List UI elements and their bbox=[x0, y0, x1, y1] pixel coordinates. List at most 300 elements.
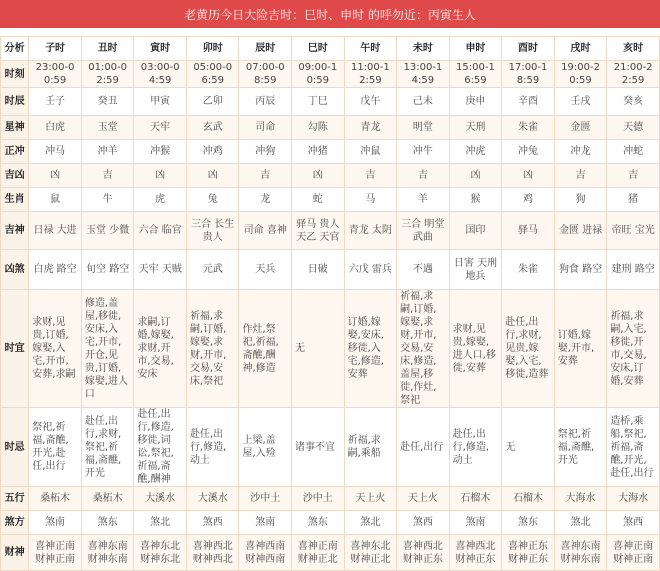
cell-text: 喜神正南 财神正北 bbox=[297, 540, 338, 565]
table-cell bbox=[239, 290, 292, 408]
cell-text: 喜神西北 财神正东 bbox=[455, 540, 496, 565]
cell-text: 无 bbox=[295, 343, 306, 354]
cell-text: 兔 bbox=[207, 194, 218, 205]
cell-text: 元武 bbox=[202, 264, 223, 275]
cell-text: 冲羊 bbox=[97, 146, 118, 157]
table-cell bbox=[607, 487, 660, 511]
table-row bbox=[1, 212, 660, 250]
cell-text: 大海水 bbox=[618, 493, 649, 504]
cell-text: 沙中土 bbox=[250, 493, 281, 504]
table-cell bbox=[29, 188, 82, 212]
table-cell bbox=[397, 487, 450, 511]
column-header: 申时 bbox=[449, 37, 502, 61]
cell-text: 喜神西北 财神正东 bbox=[402, 540, 443, 565]
cell-text: 帝旺 宝光 bbox=[611, 225, 655, 236]
table-cell bbox=[239, 250, 292, 290]
cell-text: 凶 bbox=[312, 170, 323, 181]
table-cell bbox=[292, 487, 345, 511]
cell-text: 煞东 bbox=[517, 517, 538, 528]
cell-text: 17:00-18:59 bbox=[508, 62, 548, 86]
table-cell bbox=[502, 164, 555, 188]
cell-text: 白虎 路空 bbox=[33, 264, 77, 275]
table-cell bbox=[449, 140, 502, 164]
row-header: 时忌 bbox=[1, 408, 29, 487]
cell-text: 玄武 bbox=[202, 122, 223, 133]
cell-text: 冲虎 bbox=[465, 146, 486, 157]
table-cell bbox=[554, 408, 607, 487]
table-cell bbox=[344, 164, 397, 188]
table-cell bbox=[81, 188, 134, 212]
table-cell bbox=[554, 164, 607, 188]
cell-text: 订婚,嫁娶,安床,移徙,入宅,修造,安葬 bbox=[347, 317, 384, 380]
table-cell bbox=[134, 408, 187, 487]
cell-text: 喜神东南 财神东南 bbox=[87, 540, 128, 565]
cell-text: 朱雀 bbox=[517, 122, 538, 133]
table-cell bbox=[397, 535, 450, 571]
cell-text: 蛇 bbox=[312, 194, 323, 205]
table-cell bbox=[186, 88, 239, 116]
table-cell bbox=[292, 188, 345, 212]
table-cell bbox=[397, 212, 450, 250]
cell-text: 大溪水 bbox=[197, 493, 228, 504]
table-cell bbox=[29, 164, 82, 188]
cell-text: 桑柘木 bbox=[92, 493, 123, 504]
cell-text: 天牢 bbox=[150, 122, 171, 133]
column-header: 寅时 bbox=[134, 37, 187, 61]
cell-text: 辛酉 bbox=[517, 96, 538, 107]
row-header: 五行 bbox=[1, 487, 29, 511]
table-cell bbox=[449, 116, 502, 140]
cell-text: 天刑 bbox=[465, 122, 486, 133]
row-header: 财神 bbox=[1, 535, 29, 571]
table-cell bbox=[292, 408, 345, 487]
cell-text: 吉 bbox=[260, 170, 271, 181]
cell-text: 吉 bbox=[365, 170, 376, 181]
table-cell bbox=[607, 116, 660, 140]
table-cell bbox=[134, 290, 187, 408]
cell-text: 甲寅 bbox=[150, 96, 171, 107]
table-cell bbox=[186, 290, 239, 408]
table-cell bbox=[186, 535, 239, 571]
cell-text: 诸事不宜 bbox=[295, 441, 336, 453]
cell-text: 驿马 贵人 天乙 天官 bbox=[296, 218, 340, 243]
cell-text: 乙卯 bbox=[202, 96, 223, 107]
row-header: 时辰 bbox=[1, 88, 29, 116]
cell-text: 冲兔 bbox=[517, 146, 538, 157]
table-cell bbox=[186, 188, 239, 212]
table-cell bbox=[81, 511, 134, 535]
cell-text: 龙 bbox=[260, 194, 271, 205]
table-cell bbox=[554, 511, 607, 535]
table-cell bbox=[502, 88, 555, 116]
table-cell bbox=[607, 290, 660, 408]
cell-text: 凶 bbox=[207, 170, 218, 181]
table-cell bbox=[134, 188, 187, 212]
table-cell bbox=[554, 61, 607, 88]
row-header: 生肖 bbox=[1, 188, 29, 212]
table-cell bbox=[607, 140, 660, 164]
cell-text: 求财,见贵,嫁娶,进人口,移徙,安葬 bbox=[452, 323, 496, 374]
table-cell bbox=[449, 487, 502, 511]
cell-text: 吉 bbox=[628, 170, 639, 181]
cell-text: 冲牛 bbox=[412, 146, 433, 157]
table-cell bbox=[81, 487, 134, 511]
table-cell bbox=[344, 188, 397, 212]
table-row bbox=[1, 250, 660, 290]
cell-text: 冲蛇 bbox=[623, 146, 644, 157]
column-header: 午时 bbox=[344, 37, 397, 61]
table-cell bbox=[397, 290, 450, 408]
table-cell bbox=[449, 250, 502, 290]
cell-text: 喜神西南 财神西南 bbox=[245, 540, 286, 565]
cell-text: 丁巳 bbox=[307, 96, 328, 107]
table-cell bbox=[449, 212, 502, 250]
cell-text: 沙中土 bbox=[302, 493, 333, 504]
cell-text: 鸡 bbox=[522, 194, 533, 205]
table-row bbox=[1, 61, 660, 88]
table-cell bbox=[292, 250, 345, 290]
cell-text: 赴任,出行,求财,祭祀,祈福,斋醮,开光 bbox=[84, 415, 122, 479]
table-cell bbox=[449, 188, 502, 212]
table-cell bbox=[397, 250, 450, 290]
cell-text: 21:00-22:59 bbox=[613, 62, 653, 86]
table-cell bbox=[81, 290, 134, 408]
cell-text: 大海水 bbox=[565, 493, 596, 504]
table-cell bbox=[607, 188, 660, 212]
cell-text: 牛 bbox=[102, 194, 113, 205]
table-cell bbox=[292, 61, 345, 88]
table-cell bbox=[397, 408, 450, 487]
cell-text: 冲龙 bbox=[570, 146, 591, 157]
table-cell bbox=[29, 535, 82, 571]
table-cell bbox=[29, 140, 82, 164]
cell-text: 六合 临官 bbox=[138, 225, 182, 236]
table-row bbox=[1, 290, 660, 408]
cell-text: 赴任,出行,求财,见贵,嫁娶,入宅,移徙,造葬 bbox=[505, 317, 549, 380]
table-cell bbox=[29, 212, 82, 250]
cell-text: 旬空 路空 bbox=[86, 264, 130, 275]
table-cell bbox=[239, 487, 292, 511]
table-cell bbox=[29, 116, 82, 140]
table-cell bbox=[29, 408, 82, 487]
table-cell bbox=[29, 88, 82, 116]
cell-text: 金匮 bbox=[570, 122, 591, 133]
table-cell bbox=[449, 61, 502, 88]
cell-text: 冲猴 bbox=[150, 146, 171, 157]
table-cell bbox=[292, 140, 345, 164]
table-cell bbox=[29, 250, 82, 290]
table-cell bbox=[344, 116, 397, 140]
cell-text: 冲狗 bbox=[255, 146, 276, 157]
cell-text: 羊 bbox=[417, 194, 428, 205]
cell-text: 日害 天刑 地兵 bbox=[453, 257, 498, 282]
cell-text: 求财,见贵,订婚,嫁娶,入宅,开市,安葬,求嗣 bbox=[32, 317, 76, 380]
table-cell bbox=[554, 290, 607, 408]
table-cell bbox=[344, 140, 397, 164]
table-cell bbox=[81, 164, 134, 188]
table-cell bbox=[344, 61, 397, 88]
table-cell bbox=[344, 511, 397, 535]
cell-text: 05:00-06:59 bbox=[193, 62, 233, 86]
cell-text: 不遇 bbox=[412, 264, 433, 275]
table-cell bbox=[29, 290, 82, 408]
table-cell bbox=[554, 140, 607, 164]
table-cell bbox=[239, 140, 292, 164]
cell-text: 癸亥 bbox=[623, 96, 644, 107]
cell-text: 吉 bbox=[417, 170, 428, 181]
cell-text: 天牢 天贼 bbox=[138, 264, 182, 275]
cell-text: 祈福,求嗣,订婚,嫁娶,求财,开市,交易,安床,修造,盖屋,移徙,作灶,祭祀 bbox=[400, 291, 437, 406]
column-header: 未时 bbox=[397, 37, 450, 61]
table-cell bbox=[449, 511, 502, 535]
cell-text: 喜神正南 财神正南 bbox=[613, 540, 654, 565]
table-cell bbox=[502, 290, 555, 408]
cell-text: 勾陈 bbox=[307, 122, 328, 133]
table-cell bbox=[186, 511, 239, 535]
cell-text: 吉 bbox=[575, 170, 586, 181]
cell-text: 己未 bbox=[412, 96, 433, 107]
cell-text: 11:00-12:59 bbox=[350, 62, 390, 86]
row-header: 煞方 bbox=[1, 511, 29, 535]
table-cell bbox=[239, 408, 292, 487]
table-row bbox=[1, 535, 660, 571]
cell-text: 戊午 bbox=[360, 96, 381, 107]
cell-text: 喜神东北 财神东北 bbox=[140, 540, 181, 565]
table-cell bbox=[81, 88, 134, 116]
table-cell bbox=[134, 535, 187, 571]
table-cell bbox=[134, 140, 187, 164]
table-cell bbox=[502, 61, 555, 88]
cell-text: 煞北 bbox=[150, 517, 171, 528]
cell-text: 冲马 bbox=[45, 146, 66, 157]
cell-text: 修造,盖屋,移徙,安床,入宅,开市,开仓,见贵,订婚,嫁娶,进人口 bbox=[84, 297, 129, 400]
cell-text: 造桥,乘船,祭祀,祈福,斋醮,开光,赴任,出行 bbox=[610, 415, 654, 479]
cell-text: 煞西 bbox=[623, 517, 644, 528]
table-cell bbox=[502, 116, 555, 140]
table-cell bbox=[134, 511, 187, 535]
table-cell bbox=[186, 116, 239, 140]
cell-text: 三合 明堂 武曲 bbox=[401, 218, 445, 243]
table-cell bbox=[292, 164, 345, 188]
cell-text: 桑柘木 bbox=[40, 493, 71, 504]
cell-text: 马 bbox=[365, 194, 376, 205]
cell-text: 煞南 bbox=[465, 517, 486, 528]
table-cell bbox=[239, 61, 292, 88]
cell-text: 祈福,求嗣,乘船 bbox=[347, 435, 381, 459]
cell-text: 天上火 bbox=[355, 493, 386, 504]
table-cell bbox=[186, 61, 239, 88]
cell-text: 喜神西北 财神西北 bbox=[192, 540, 233, 565]
cell-text: 癸丑 bbox=[97, 96, 118, 107]
table-cell bbox=[502, 250, 555, 290]
column-header: 子时 bbox=[29, 37, 82, 61]
cell-text: 驿马 bbox=[517, 225, 538, 236]
table-cell bbox=[397, 164, 450, 188]
cell-text: 石榴木 bbox=[512, 493, 543, 504]
table-cell bbox=[502, 408, 555, 487]
cell-text: 建刑 路空 bbox=[611, 264, 655, 275]
table-cell bbox=[502, 212, 555, 250]
cell-text: 庚申 bbox=[465, 96, 486, 107]
cell-text: 煞西 bbox=[412, 517, 433, 528]
cell-text: 丙辰 bbox=[255, 96, 276, 107]
table-cell bbox=[134, 250, 187, 290]
banner-text: 老黄历今日大险吉时：巳时、申时 的呼勿近：丙寅生人 bbox=[184, 7, 476, 22]
table-cell bbox=[29, 61, 82, 88]
cell-text: 祈福,求嗣,入宅,移徙,开市,交易,安床,订婚,安葬 bbox=[610, 310, 647, 387]
table-cell bbox=[449, 290, 502, 408]
cell-text: 明堂 bbox=[412, 122, 433, 133]
column-header: 酉时 bbox=[502, 37, 555, 61]
table-cell bbox=[239, 511, 292, 535]
table-cell bbox=[292, 116, 345, 140]
table-cell bbox=[502, 511, 555, 535]
table-cell bbox=[554, 116, 607, 140]
cell-text: 鼠 bbox=[50, 194, 61, 205]
table-cell bbox=[29, 511, 82, 535]
cell-text: 15:00-16:59 bbox=[456, 62, 495, 86]
cell-text: 天上火 bbox=[407, 493, 438, 504]
table-cell bbox=[134, 487, 187, 511]
table-cell bbox=[186, 487, 239, 511]
table-cell bbox=[554, 212, 607, 250]
cell-text: 白虎 bbox=[45, 122, 66, 133]
table-cell bbox=[344, 250, 397, 290]
table-cell bbox=[134, 88, 187, 116]
table-cell bbox=[397, 88, 450, 116]
cell-text: 09:00-10:59 bbox=[298, 62, 338, 86]
cell-text: 日禄 大进 bbox=[33, 225, 77, 236]
cell-text: 天德 bbox=[623, 122, 644, 133]
table-cell bbox=[81, 212, 134, 250]
table-row bbox=[1, 140, 660, 164]
table-cell bbox=[239, 88, 292, 116]
cell-text: 壬戌 bbox=[570, 96, 591, 107]
table-row bbox=[1, 188, 660, 212]
cell-text: 订婚,嫁娶,开市,安葬 bbox=[557, 330, 595, 367]
cell-text: 喜神东南 财神东南 bbox=[560, 540, 601, 565]
table-cell bbox=[344, 408, 397, 487]
cell-text: 喜神正南 财神正南 bbox=[35, 540, 76, 565]
cell-text: 23:00-00:59 bbox=[35, 62, 75, 86]
table-row bbox=[1, 116, 660, 140]
table-cell bbox=[607, 408, 660, 487]
table-row bbox=[1, 164, 660, 188]
table-cell bbox=[397, 140, 450, 164]
table-cell bbox=[449, 408, 502, 487]
cell-text: 青龙 bbox=[360, 122, 381, 133]
table-cell bbox=[186, 164, 239, 188]
table-cell bbox=[344, 290, 397, 408]
cell-text: 祭祀,祈福,斋醮,开光 bbox=[557, 428, 595, 466]
table-cell bbox=[344, 88, 397, 116]
table-row bbox=[1, 408, 660, 487]
table-cell bbox=[554, 250, 607, 290]
cell-text: 凶 bbox=[50, 170, 61, 181]
cell-text: 上梁,盖屋,入殓 bbox=[242, 435, 276, 459]
table-cell bbox=[607, 212, 660, 250]
row-header: 时刻 bbox=[1, 61, 29, 88]
cell-text: 煞东 bbox=[97, 517, 118, 528]
table-cell bbox=[186, 408, 239, 487]
cell-text: 玉堂 bbox=[97, 122, 118, 133]
table-cell bbox=[239, 116, 292, 140]
cell-text: 冲鼠 bbox=[360, 146, 381, 157]
table-cell bbox=[239, 188, 292, 212]
table-cell bbox=[81, 408, 134, 487]
cell-text: 煞北 bbox=[360, 517, 381, 528]
cell-text: 喜神东北 财神正北 bbox=[350, 540, 391, 565]
cell-text: 煞南 bbox=[255, 517, 276, 528]
table-cell bbox=[292, 212, 345, 250]
cell-text: 祈福,求嗣,订婚,嫁娶,求财,开市,交易,安床,祭祀 bbox=[189, 310, 227, 387]
cell-text: 喜神正东 财神正东 bbox=[507, 540, 548, 565]
row-header: 吉凶 bbox=[1, 164, 29, 188]
table-cell bbox=[607, 250, 660, 290]
table-cell bbox=[134, 116, 187, 140]
cell-text: 司命 bbox=[255, 122, 276, 133]
column-header: 辰时 bbox=[239, 37, 292, 61]
cell-text: 煞西 bbox=[202, 517, 223, 528]
cell-text: 冲猪 bbox=[307, 146, 328, 157]
table-cell bbox=[292, 535, 345, 571]
table-cell bbox=[449, 88, 502, 116]
table-cell bbox=[502, 188, 555, 212]
table-cell bbox=[397, 116, 450, 140]
cell-text: 六戊 雷兵 bbox=[348, 264, 392, 275]
cell-text: 03:00-04:59 bbox=[140, 62, 180, 86]
cell-text: 求嗣,订婚,嫁娶,求财,开市,交易,安床 bbox=[137, 317, 174, 380]
cell-text: 祭祀,祈福,斋醮,开光,赴任,出行 bbox=[32, 422, 69, 472]
table-cell bbox=[81, 140, 134, 164]
cell-text: 朱雀 bbox=[517, 264, 538, 275]
column-header: 卯时 bbox=[186, 37, 239, 61]
table-cell bbox=[81, 250, 134, 290]
cell-text: 国印 bbox=[465, 225, 486, 236]
cell-text: 作灶,祭祀,祈福,斋醮,酬神,修造 bbox=[242, 323, 279, 374]
hour-analysis-table bbox=[0, 36, 660, 571]
cell-text: 煞东 bbox=[307, 517, 328, 528]
table-cell bbox=[607, 61, 660, 88]
table-cell bbox=[292, 511, 345, 535]
column-header: 丑时 bbox=[81, 37, 134, 61]
table-cell bbox=[397, 188, 450, 212]
cell-text: 司命 喜神 bbox=[243, 225, 287, 236]
table-cell bbox=[554, 487, 607, 511]
table-cell bbox=[502, 140, 555, 164]
table-cell bbox=[239, 212, 292, 250]
cell-text: 三合 长生 贵人 bbox=[191, 218, 235, 243]
table-cell bbox=[292, 88, 345, 116]
table-cell bbox=[81, 535, 134, 571]
cell-text: 煞北 bbox=[570, 517, 591, 528]
table-cell bbox=[239, 164, 292, 188]
table-cell bbox=[344, 487, 397, 511]
cell-text: 吉 bbox=[102, 170, 113, 181]
row-header: 时宜 bbox=[1, 290, 29, 408]
cell-text: 狗 bbox=[575, 194, 586, 205]
table-row bbox=[1, 487, 660, 511]
cell-text: 猪 bbox=[628, 194, 639, 205]
corner-header: 分析 bbox=[1, 37, 29, 61]
table-cell bbox=[186, 250, 239, 290]
cell-text: 赴任,出行,修造,动土 bbox=[189, 428, 227, 466]
cell-text: 狗食 路空 bbox=[558, 264, 603, 275]
table-cell bbox=[607, 511, 660, 535]
cell-text: 玉堂 少微 bbox=[86, 225, 130, 236]
table-cell bbox=[81, 116, 134, 140]
column-header: 戌时 bbox=[554, 37, 607, 61]
